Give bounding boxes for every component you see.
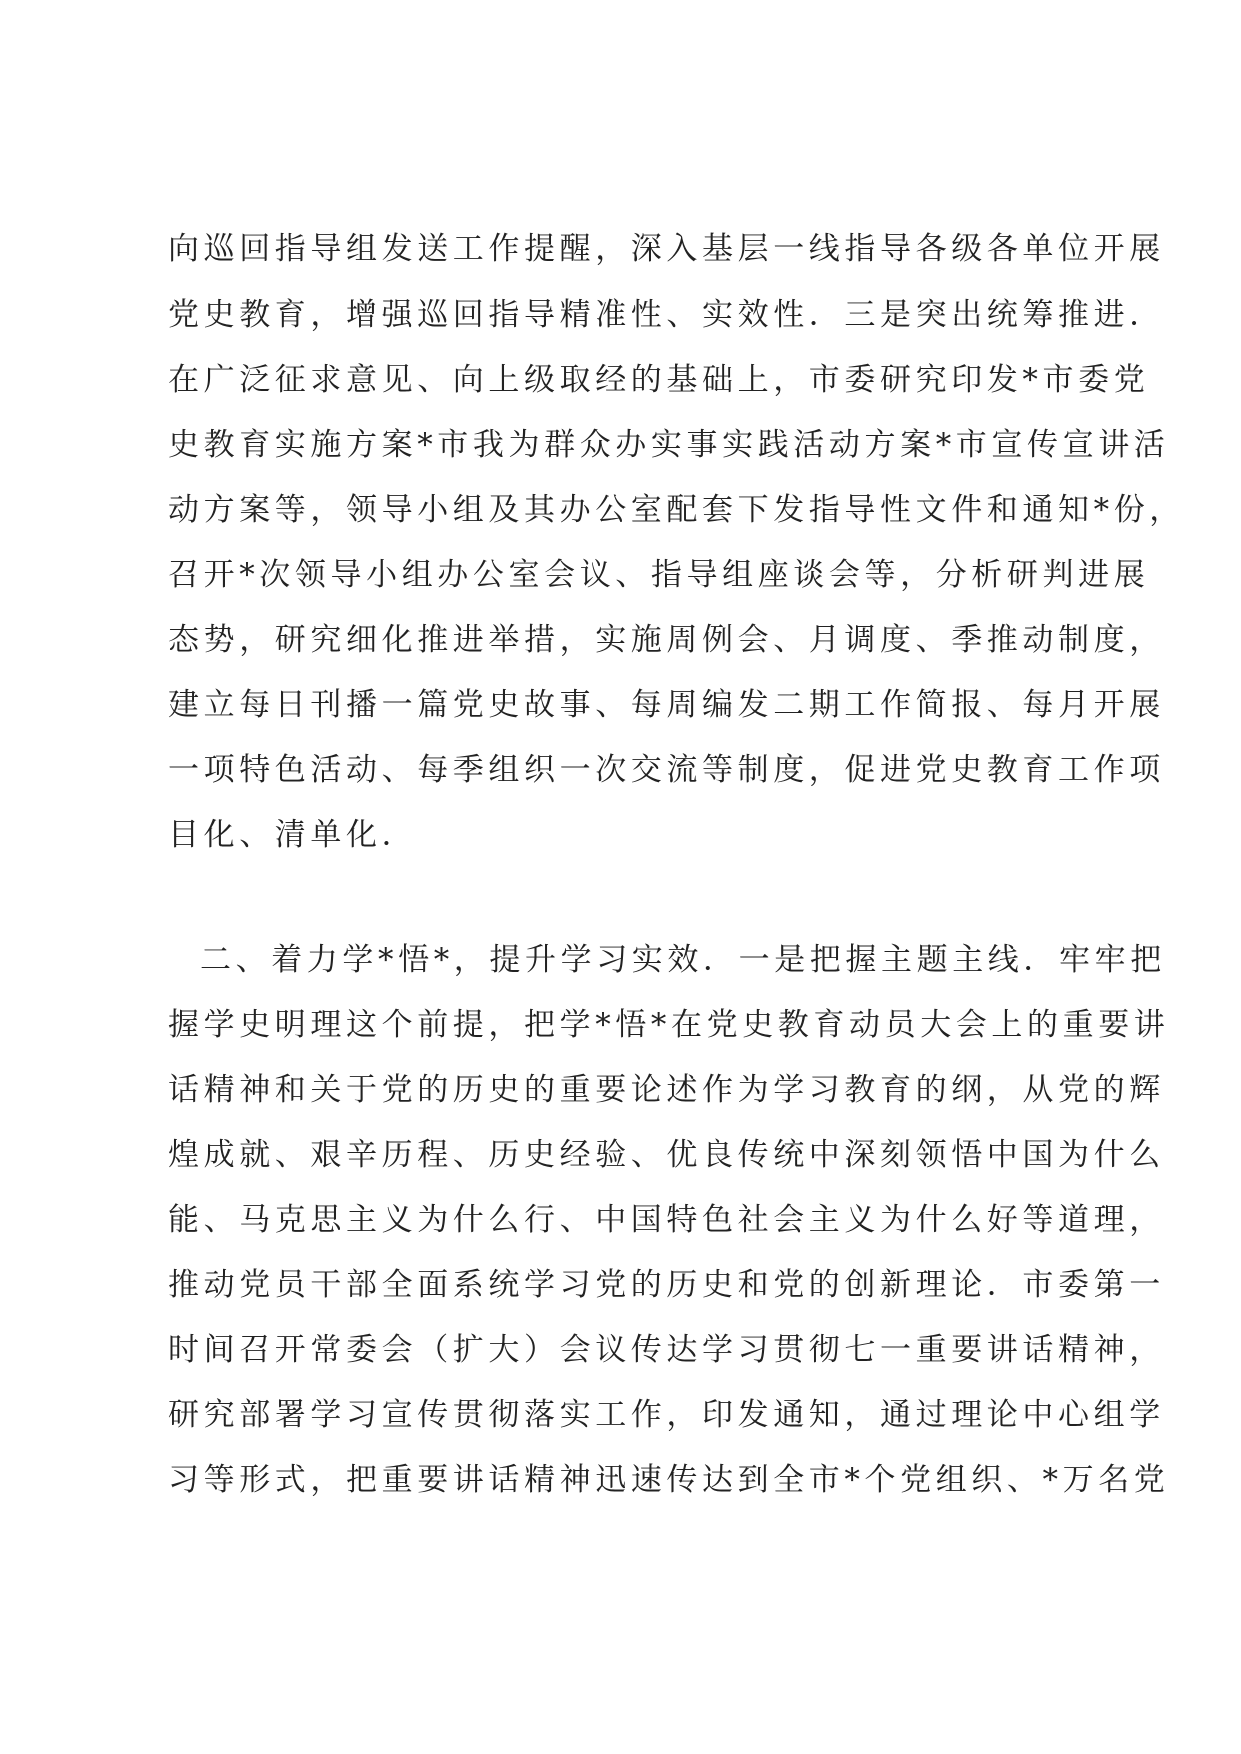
text-line: 目化、清单化． [168,817,418,853]
text-line: 动方案等，领导小组及其办公室配套下发指导性文件和通知*份， [168,492,1185,528]
text-line: 推动党员干部全面系统学习党的历史和党的创新理论．市委第一 [168,1267,1165,1303]
text-line: 话精神和关于党的历史的重要论述作为学习教育的纲，从党的辉 [168,1072,1165,1108]
text-line: 研究部署学习宣传贯彻落实工作，印发通知，通过理论中心组学 [168,1397,1165,1433]
text-line: 党史教育，增强巡回指导精准性、实效性．三是突出统筹推进． [168,297,1165,333]
text-line: 态势，研究细化推进举措，实施周例会、月调度、季推动制度， [168,622,1165,658]
text-line: 能、马克思主义为什么行、中国特色社会主义为什么好等道理， [168,1202,1165,1238]
text-line: 一项特色活动、每季组织一次交流等制度，促进党史教育工作项 [168,752,1165,788]
text-line: 向巡回指导组发送工作提醒，深入基层一线指导各级各单位开展 [168,231,1165,267]
text-line: 二、着力学*悟*，提升学习实效．一是把握主题主线．牢牢把 [200,942,1166,978]
text-line: 史教育实施方案*市我为群众办实事实践活动方案*市宣传宣讲活 [168,427,1170,463]
text-line: 握学史明理这个前提，把学*悟*在党史教育动员大会上的重要讲 [168,1007,1170,1043]
text-line: 建立每日刊播一篇党史故事、每周编发二期工作简报、每月开展 [168,687,1165,723]
text-line: 时间召开常委会（扩大）会议传达学习贯彻七一重要讲话精神， [168,1332,1165,1368]
text-line: 召开*次领导小组办公室会议、指导组座谈会等，分析研判进展 [168,557,1150,593]
text-line: 习等形式，把重要讲话精神迅速传达到全市*个党组织、*万名党 [168,1462,1170,1498]
text-line: 在广泛征求意见、向上级取经的基础上，市委研究印发*市委党 [168,362,1150,398]
text-line: 煌成就、艰辛历程、历史经验、优良传统中深刻领悟中国为什么 [168,1137,1165,1173]
